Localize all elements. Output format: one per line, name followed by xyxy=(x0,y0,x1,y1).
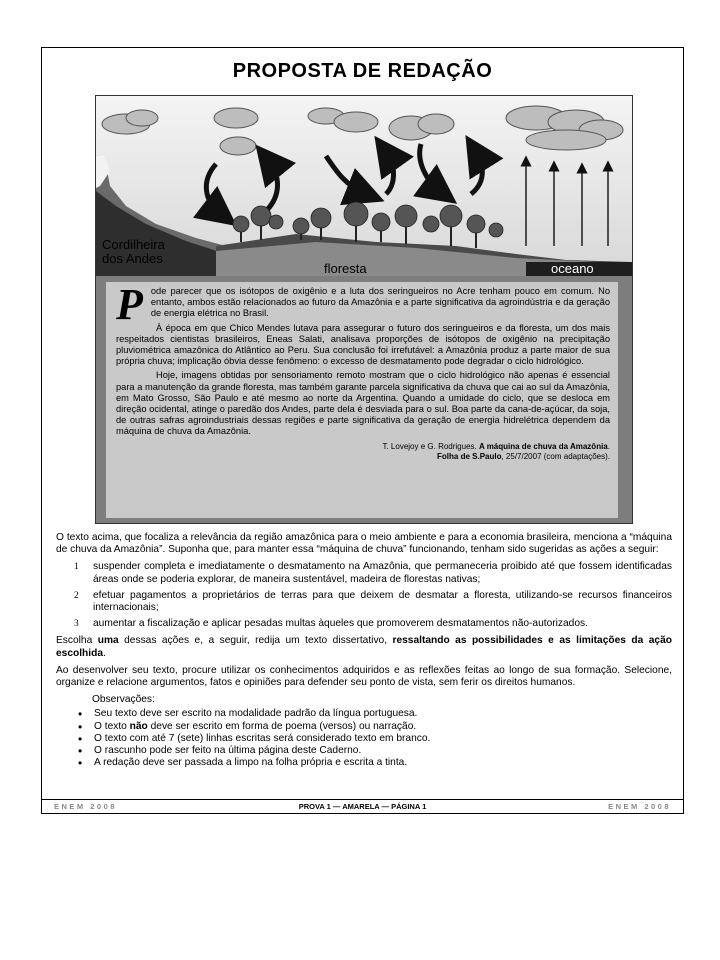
label-forest: floresta xyxy=(324,261,367,276)
observation-4: • O rascunho pode ser feito na última página deste Caderno. xyxy=(56,745,672,757)
choose-e: . xyxy=(103,647,106,659)
observation-3: • O texto com até 7 (sete) linhas escritas será considerado texto em branco. xyxy=(56,733,672,745)
dropcap: P xyxy=(116,280,143,329)
develop-paragraph: Ao desenvolver seu texto, procure utilizar os conhecimentos adquiridos e as reflexões feitas ao longo de sua formação. Selecione, organize e relacione argumentos, fatos e opiniões para defender seu ponto de vista, sem ferir os direitos humanos. xyxy=(56,664,672,689)
page-title: PROPOSTA DE REDAÇÃO xyxy=(232,60,493,82)
action-number-1: 1 xyxy=(74,562,79,573)
source-end-1: . xyxy=(607,441,610,451)
footer-left: ENEM 2008 xyxy=(54,802,117,811)
action-item-2 xyxy=(56,590,672,614)
action-item-3 xyxy=(56,618,672,630)
source-title: A máquina de chuva da Amazônia xyxy=(478,441,608,451)
article-text-box xyxy=(106,282,618,518)
footer-right: ENEM 2008 xyxy=(608,802,671,811)
source-end-2: , 25/7/2007 (com adaptações). xyxy=(501,451,610,461)
footer-divider xyxy=(42,799,683,800)
footer-center: PROVA 1 — AMARELA — PÁGINA 1 xyxy=(298,802,427,811)
action-text-1: suspender completa e imediatamente o desmatamento na Amazônia, que permaneceria proibido até que fossem identificadas áreas onde se poderia explorar, de maneira sustentável, madeira de florestas nativas; xyxy=(93,561,672,585)
choose-b: uma xyxy=(97,635,119,647)
source-authors: T. Lovejoy e G. Rodrigues. xyxy=(382,441,479,451)
action-text-2: efetuar pagamentos a proprietários de terras para que deixem de desmatar a floresta, utilizando-se recursos financeiros internacionais; xyxy=(93,589,672,614)
intro-paragraph: O texto acima, que focaliza a relevância da região amazônica para o meio ambiente e para a economia brasileira, menciona a “máquina de chuva da Amazônia”. Suponha que, para manter essa “máquina de chuva” funcionando, tenham sido sugeridas as ações a seguir: xyxy=(56,532,672,556)
source-paper: Folha de S.Paulo xyxy=(437,451,502,461)
article-paragraph-3: Hoje, imagens obtidas por sensoriamento remoto mostram que o ciclo hidrológico não apenas é essencial para a manutenção da grande floresta, mas também garante parcela significativa da chuva que cai ao sul da Amazônia, em Mato Grosso, São Paulo e até mesmo ao norte da Argentina. Quando a umidade do ciclo, que se desloca em direção ocidental, atinge o paredão dos Andes, parte dela é desviada para o sul. Boa parte da cana-de-açúcar, da soja, de outras safras agroindustriais dessas regiões e parte significativa da geração de energia hidrelétrica dependem da máquina de chuva da Amazônia. xyxy=(116,370,610,437)
action-number-2: 2 xyxy=(74,590,79,601)
illustration-drawing xyxy=(96,96,633,276)
page-footer xyxy=(42,802,683,814)
article-paragraph-1: ode parecer que os isótopos de oxigênio e a luta dos seringueiros no Acre tenham pouco em comum. No entanto, ambos estão relacionados ao futuro da Amazônia e a parte significativa da agroindústria e da geração de energia elétrica no Brasil. xyxy=(150,286,610,319)
article-paragraph-2: À época em que Chico Mendes lutava para assegurar o futuro dos seringueiros e da floresta, um dos mais respeitados cientistas brasileiros, Eneas Salati, analisava proporções de isótopos de oxigênio na precipitação pluviométrica amazônica do Atlântico ao Peru. Sua conclusão foi irrefutável: a Amazônia produz a parte maior de sua própria chuva; implicação óbvia desse fenômeno: o excesso de desmatamento pode degradar o ciclo hidrológico. xyxy=(116,322,610,367)
page-frame xyxy=(41,47,684,814)
action-number-3: 3 xyxy=(74,619,79,630)
observation-2b: não xyxy=(129,720,148,732)
observation-1: • Seu texto deve ser escrito na modalidade padrão da língua portuguesa. xyxy=(56,708,672,720)
observation-2c: deve ser escrito em forma de poema (versos) ou narração. xyxy=(147,720,417,732)
observations-title: Observações: xyxy=(92,694,155,706)
instructions xyxy=(56,532,672,769)
action-text-3: aumentar a fiscalização e aplicar pesadas multas àqueles que promoverem desmatamentos não-autorizados. xyxy=(93,618,588,630)
observations-list xyxy=(56,708,672,769)
observation-5: • A redação deve ser passada a limpo na folha própria e escrita a tinta. xyxy=(56,757,672,769)
observation-2 xyxy=(56,721,672,733)
label-ocean: oceano xyxy=(551,261,594,276)
choose-c: dessas ações e, a seguir, redija um texto dissertativo, xyxy=(118,635,393,647)
choose-d: ressaltando as possibilidades e as limitações da ação escolhida xyxy=(56,635,672,659)
choose-paragraph xyxy=(56,635,672,659)
label-andes-2: dos Andes xyxy=(102,251,163,266)
action-item-1 xyxy=(56,561,672,585)
observation-2a: O texto xyxy=(94,720,130,732)
choose-a: Escolha xyxy=(56,635,98,647)
article-source xyxy=(116,442,610,462)
actions-list xyxy=(56,561,672,630)
figure xyxy=(95,95,633,524)
label-andes-1: Cordilheira xyxy=(102,237,165,252)
rain-cycle-illustration xyxy=(96,96,633,276)
